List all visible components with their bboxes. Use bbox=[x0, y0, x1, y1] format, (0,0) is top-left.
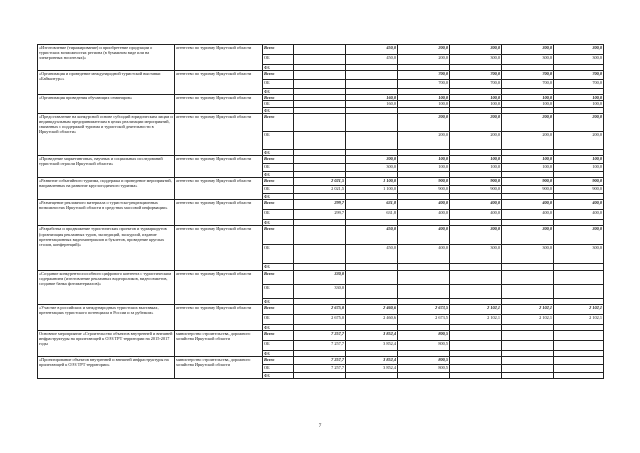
amount-cell: 2 021,5 bbox=[294, 186, 346, 194]
measure-name: «Изготовление (тиражирование) и приобретение продукции о туристских возможностях региона (в бумажном виде или на электронных носителях)» bbox=[38, 45, 175, 71]
amount-cell bbox=[554, 330, 604, 340]
amount-cell: 300,0 bbox=[554, 55, 604, 65]
amount-cell: 100,0 bbox=[502, 101, 554, 107]
funding-source: ФБ bbox=[263, 324, 294, 330]
amount-cell: 160,0 bbox=[346, 95, 398, 101]
measure-name: «Создание конкурентоспособного цифрового контента с туристическим содержанием (изготовление рекламных видеороликов, видеосюжетов, создание банка фотоматериалов)» bbox=[38, 270, 175, 304]
amount-cell bbox=[502, 373, 554, 379]
amount-cell: 2 102,1 bbox=[502, 314, 554, 324]
amount-cell: 200,0 bbox=[450, 113, 502, 131]
amount-cell: 100,0 bbox=[450, 95, 502, 101]
amount-cell: 300,0 bbox=[554, 245, 604, 264]
amount-cell: 400,0 bbox=[502, 200, 554, 210]
executor-name: агентство по туризму Иркутской области bbox=[175, 71, 263, 95]
funding-source: Всего bbox=[263, 330, 294, 340]
amount-cell: 2 102,1 bbox=[554, 304, 604, 314]
amount-cell: 1 100,0 bbox=[346, 186, 398, 194]
table-row bbox=[38, 178, 604, 186]
amount-cell: 7 257,7 bbox=[294, 365, 346, 373]
amount-cell bbox=[398, 270, 450, 284]
table-row bbox=[38, 71, 604, 80]
amount-cell: 700,0 bbox=[398, 71, 450, 80]
funding-source: ОБ bbox=[263, 163, 294, 171]
table-row bbox=[38, 155, 604, 163]
amount-cell: 200,0 bbox=[450, 131, 502, 149]
funding-source: ФБ bbox=[263, 149, 294, 155]
amount-cell bbox=[502, 340, 554, 350]
amount-cell: 7 257,7 bbox=[294, 357, 346, 365]
funding-source: ОБ bbox=[263, 245, 294, 264]
amount-cell bbox=[346, 113, 398, 131]
funding-source: ОБ bbox=[263, 55, 294, 65]
amount-cell: 300,0 bbox=[450, 55, 502, 65]
amount-cell: 300,0 bbox=[346, 155, 398, 163]
amount-cell: 100,0 bbox=[554, 155, 604, 163]
funding-source: ФБ bbox=[263, 373, 294, 379]
amount-cell bbox=[502, 357, 554, 365]
funding-source: ОБ bbox=[263, 80, 294, 89]
amount-cell bbox=[294, 80, 346, 89]
amount-cell bbox=[502, 284, 554, 298]
amount-cell: 400,0 bbox=[398, 200, 450, 210]
amount-cell bbox=[346, 284, 398, 298]
amount-cell bbox=[554, 270, 604, 284]
funding-source: Всего bbox=[263, 155, 294, 163]
amount-cell: 700,0 bbox=[502, 71, 554, 80]
amount-cell bbox=[502, 365, 554, 373]
funding-source: Всего bbox=[263, 95, 294, 101]
measure-name: Основное мероприятие «Строительство объектов внутренней и внешней инфраструктуры на прилегающей к ОЭЗ ТРТ территории на 2015-2017 годы bbox=[38, 330, 175, 356]
amount-cell: 2 102,1 bbox=[450, 314, 502, 324]
executor-name: агентство по туризму Иркутской области bbox=[175, 113, 263, 155]
amount-cell: 2 673,5 bbox=[398, 314, 450, 324]
funding-source: ОБ bbox=[263, 210, 294, 220]
amount-cell bbox=[450, 270, 502, 284]
funding-source: ФБ bbox=[263, 65, 294, 71]
amount-cell bbox=[554, 340, 604, 350]
table-row bbox=[38, 357, 604, 365]
amount-cell: 900,0 bbox=[502, 186, 554, 194]
amount-cell: 300,0 bbox=[502, 245, 554, 264]
amount-cell bbox=[294, 45, 346, 55]
amount-cell bbox=[554, 357, 604, 365]
amount-cell: 900,0 bbox=[554, 186, 604, 194]
amount-cell bbox=[398, 284, 450, 298]
amount-cell: 100,0 bbox=[502, 95, 554, 101]
amount-cell: 100,0 bbox=[450, 155, 502, 163]
executor-name: министерство строительства, дорожного хозяйства Иркутской области bbox=[175, 330, 263, 356]
amount-cell bbox=[554, 365, 604, 373]
amount-cell: 400,0 bbox=[398, 226, 450, 245]
amount-cell: 700,0 bbox=[554, 71, 604, 80]
measure-name: «Участие в российских и международных туристских выставках, презентациях туристского потенциала в России и за рубежом» bbox=[38, 304, 175, 330]
amount-cell bbox=[294, 113, 346, 131]
amount-cell: 2 102,1 bbox=[450, 304, 502, 314]
measure-name: «Организация и проведение международной туристской выставки «Байкалтур»» bbox=[38, 71, 175, 95]
table-row bbox=[38, 45, 604, 55]
amount-cell: 200,0 bbox=[554, 131, 604, 149]
executor-name: агентство по туризму Иркутской области bbox=[175, 304, 263, 330]
amount-cell: 330,0 bbox=[294, 284, 346, 298]
amount-cell: 100,0 bbox=[398, 95, 450, 101]
amount-cell: 299,7 bbox=[294, 200, 346, 210]
funding-source: Всего bbox=[263, 226, 294, 245]
measure-name: «Проектирование объектов внутренней и внешней инфраструктуры на прилегающей к ОЭЗ ТРТ территории» bbox=[38, 357, 175, 379]
funding-source: ОБ bbox=[263, 284, 294, 298]
amount-cell bbox=[346, 270, 398, 284]
amount-cell: 800,5 bbox=[398, 365, 450, 373]
amount-cell: 3 852,4 bbox=[346, 340, 398, 350]
funding-source: ОБ bbox=[263, 186, 294, 194]
table-row bbox=[38, 270, 604, 284]
measure-name: «Проведение маркетинговых, научных и социальных исследований туристской отрасли Иркутской области» bbox=[38, 155, 175, 177]
measure-name: «Организация проведения обучающих семинаров» bbox=[38, 95, 175, 113]
amount-cell: 299,7 bbox=[294, 210, 346, 220]
amount-cell: 400,0 bbox=[450, 200, 502, 210]
executor-name: министерство строительства, дорожного хозяйства Иркутской области bbox=[175, 357, 263, 379]
amount-cell: 2 675,0 bbox=[294, 314, 346, 324]
executor-name: агентство по туризму Иркутской области bbox=[175, 270, 263, 304]
amount-cell bbox=[450, 340, 502, 350]
amount-cell: 2 021,5 bbox=[294, 178, 346, 186]
amount-cell bbox=[294, 155, 346, 163]
amount-cell: 400,0 bbox=[450, 210, 502, 220]
amount-cell: 7 257,7 bbox=[294, 330, 346, 340]
amount-cell: 700,0 bbox=[450, 80, 502, 89]
amount-cell: 300,0 bbox=[450, 45, 502, 55]
amount-cell: 2 102,1 bbox=[554, 314, 604, 324]
amount-cell bbox=[502, 270, 554, 284]
funding-source: ФБ bbox=[263, 220, 294, 226]
amount-cell bbox=[554, 373, 604, 379]
funding-source: ФБ bbox=[263, 171, 294, 177]
amount-cell: 450,0 bbox=[346, 226, 398, 245]
amount-cell: 300,0 bbox=[502, 45, 554, 55]
funding-source: ФБ bbox=[263, 107, 294, 113]
amount-cell bbox=[450, 330, 502, 340]
amount-cell: 300,0 bbox=[450, 226, 502, 245]
amount-cell bbox=[450, 365, 502, 373]
measure-name: «Разработка и продвижение туристических проектов и турмаршрутов (организация рекламных туров, экспедиций, экскурсий, издание презентационных видеоматериалов и буклетов, проведение круглых столов, конференций)» bbox=[38, 226, 175, 270]
amount-cell: 631,8 bbox=[346, 200, 398, 210]
amount-cell: 700,0 bbox=[398, 80, 450, 89]
amount-cell: 160,0 bbox=[346, 101, 398, 107]
funding-source: ФБ bbox=[263, 194, 294, 200]
amount-cell: 100,0 bbox=[450, 163, 502, 171]
amount-cell: 100,0 bbox=[554, 95, 604, 101]
table-row bbox=[38, 113, 604, 131]
amount-cell: 300,0 bbox=[554, 45, 604, 55]
funding-source: Всего bbox=[263, 113, 294, 131]
executor-name: агентство по туризму Иркутской области bbox=[175, 45, 263, 71]
measure-name: «Развитие событийного туризма, поддержка и проведение мероприятий, направленных на развитие круглогодичного туризма» bbox=[38, 178, 175, 200]
funding-source: Всего bbox=[263, 71, 294, 80]
amount-cell: 400,0 bbox=[398, 245, 450, 264]
amount-cell: 7 257,7 bbox=[294, 340, 346, 350]
amount-cell: 330,0 bbox=[294, 270, 346, 284]
amount-cell bbox=[346, 131, 398, 149]
amount-cell bbox=[346, 80, 398, 89]
table-row bbox=[38, 330, 604, 340]
budget-table bbox=[37, 44, 604, 379]
funding-source: Всего bbox=[263, 304, 294, 314]
amount-cell: 300,0 bbox=[450, 245, 502, 264]
amount-cell: 450,0 bbox=[346, 245, 398, 264]
executor-name: агентство по туризму Иркутской области bbox=[175, 200, 263, 226]
amount-cell: 300,0 bbox=[554, 226, 604, 245]
funding-source: Всего bbox=[263, 178, 294, 186]
amount-cell bbox=[502, 330, 554, 340]
funding-source: Всего bbox=[263, 200, 294, 210]
amount-cell: 631,8 bbox=[346, 210, 398, 220]
amount-cell: 700,0 bbox=[450, 71, 502, 80]
funding-source: ОБ bbox=[263, 314, 294, 324]
amount-cell: 400,0 bbox=[554, 200, 604, 210]
amount-cell: 100,0 bbox=[502, 163, 554, 171]
funding-source: Всего bbox=[263, 270, 294, 284]
funding-source: ФБ bbox=[263, 298, 294, 304]
amount-cell: 100,0 bbox=[554, 163, 604, 171]
amount-cell: 3 852,4 bbox=[346, 330, 398, 340]
executor-name: агентство по туризму Иркутской области bbox=[175, 178, 263, 200]
funding-source: ОБ bbox=[263, 365, 294, 373]
funding-source: ОБ bbox=[263, 131, 294, 149]
amount-cell: 200,0 bbox=[398, 55, 450, 65]
executor-name: агентство по туризму Иркутской области bbox=[175, 226, 263, 270]
table-row bbox=[38, 226, 604, 245]
funding-source: ФБ bbox=[263, 89, 294, 95]
amount-cell: 800,5 bbox=[398, 340, 450, 350]
amount-cell: 900,0 bbox=[450, 178, 502, 186]
funding-source: ФБ bbox=[263, 264, 294, 270]
amount-cell bbox=[294, 131, 346, 149]
amount-cell: 700,0 bbox=[554, 80, 604, 89]
amount-cell bbox=[294, 373, 346, 379]
amount-cell bbox=[346, 373, 398, 379]
amount-cell bbox=[346, 71, 398, 80]
amount-cell: 400,0 bbox=[398, 210, 450, 220]
amount-cell bbox=[450, 284, 502, 298]
amount-cell: 900,0 bbox=[398, 178, 450, 186]
amount-cell bbox=[554, 284, 604, 298]
amount-cell bbox=[294, 55, 346, 65]
funding-source: Всего bbox=[263, 45, 294, 55]
executor-name: агентство по туризму Иркутской области bbox=[175, 155, 263, 177]
amount-cell: 300,0 bbox=[502, 55, 554, 65]
amount-cell: 900,0 bbox=[398, 186, 450, 194]
amount-cell: 100,0 bbox=[502, 155, 554, 163]
table-row bbox=[38, 304, 604, 314]
amount-cell bbox=[294, 226, 346, 245]
amount-cell: 100,0 bbox=[398, 101, 450, 107]
amount-cell: 300,0 bbox=[502, 226, 554, 245]
funding-source: Всего bbox=[263, 357, 294, 365]
amount-cell: 900,0 bbox=[554, 178, 604, 186]
amount-cell: 400,0 bbox=[502, 210, 554, 220]
amount-cell: 200,0 bbox=[502, 131, 554, 149]
amount-cell bbox=[398, 373, 450, 379]
funding-source: ОБ bbox=[263, 101, 294, 107]
amount-cell: 100,0 bbox=[554, 101, 604, 107]
amount-cell: 1 100,0 bbox=[346, 178, 398, 186]
amount-cell: 800,5 bbox=[398, 330, 450, 340]
amount-cell: 900,0 bbox=[450, 186, 502, 194]
funding-source: ФБ bbox=[263, 350, 294, 356]
amount-cell: 200,0 bbox=[554, 113, 604, 131]
amount-cell: 100,0 bbox=[398, 163, 450, 171]
amount-cell bbox=[450, 357, 502, 365]
amount-cell: 2 460,6 bbox=[346, 314, 398, 324]
executor-name: агентство по туризму Иркутской области bbox=[175, 95, 263, 113]
amount-cell: 300,0 bbox=[346, 163, 398, 171]
amount-cell: 700,0 bbox=[502, 80, 554, 89]
page-number: 7 bbox=[318, 423, 322, 429]
table-row bbox=[38, 200, 604, 210]
amount-cell: 200,0 bbox=[398, 113, 450, 131]
amount-cell: 800,5 bbox=[398, 357, 450, 365]
amount-cell bbox=[450, 373, 502, 379]
amount-cell: 450,0 bbox=[346, 55, 398, 65]
amount-cell: 100,0 bbox=[398, 155, 450, 163]
amount-cell: 2 102,1 bbox=[502, 304, 554, 314]
amount-cell: 200,0 bbox=[398, 131, 450, 149]
amount-cell: 3 852,4 bbox=[346, 365, 398, 373]
measure-name: «Размещение рекламного материала о туристско-рекреационных возможностях Иркутской области в средствах массовой информации» bbox=[38, 200, 175, 226]
amount-cell: 400,0 bbox=[554, 210, 604, 220]
measure-name: «Предоставление на конкурсной основе субсидий юридическим лицам и индивидуальным предпринимателям в целях реализации мероприятий, связанных с поддержкой туризма и туристской деятельности в Иркутской области» bbox=[38, 113, 175, 155]
amount-cell: 100,0 bbox=[450, 101, 502, 107]
amount-cell: 900,0 bbox=[502, 178, 554, 186]
amount-cell: 3 852,4 bbox=[346, 357, 398, 365]
amount-cell: 2 673,5 bbox=[398, 304, 450, 314]
amount-cell: 200,0 bbox=[398, 45, 450, 55]
amount-cell bbox=[294, 71, 346, 80]
amount-cell: 2 675,0 bbox=[294, 304, 346, 314]
amount-cell bbox=[294, 163, 346, 171]
amount-cell bbox=[294, 245, 346, 264]
amount-cell: 200,0 bbox=[502, 113, 554, 131]
funding-source: ОБ bbox=[263, 340, 294, 350]
amount-cell: 450,0 bbox=[346, 45, 398, 55]
amount-cell: 2 460,6 bbox=[346, 304, 398, 314]
